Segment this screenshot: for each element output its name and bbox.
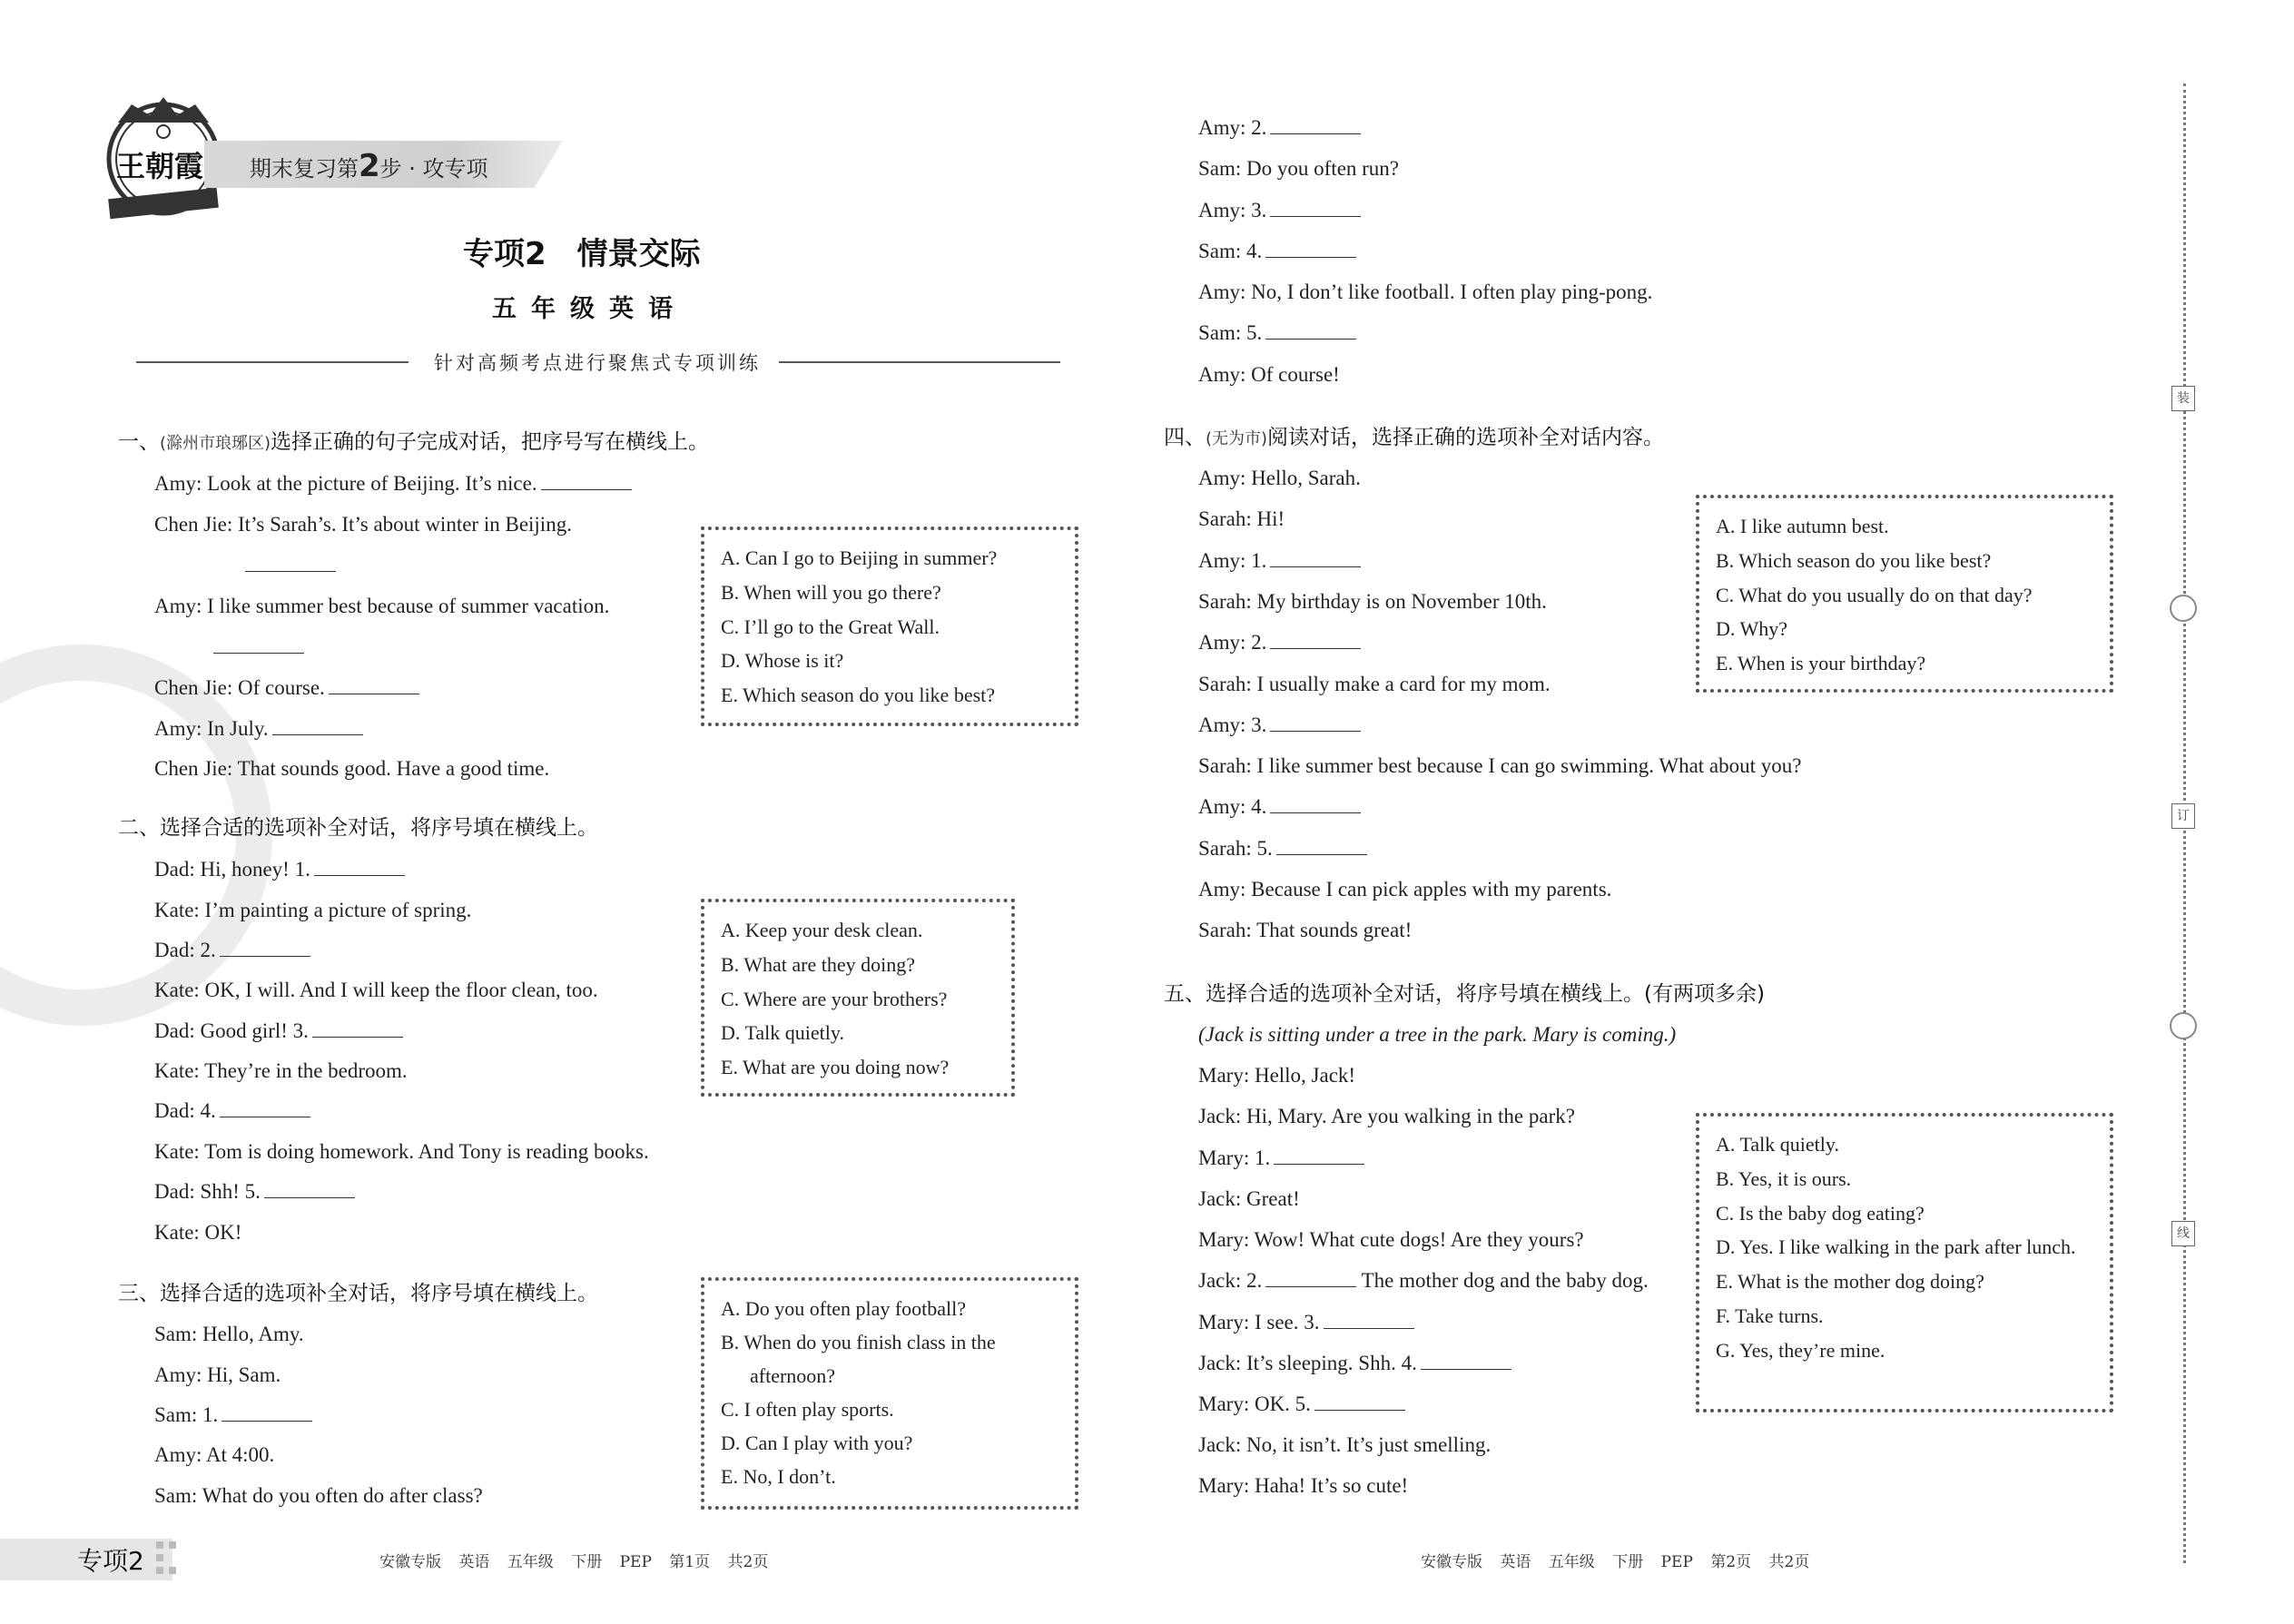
page-title: 专项2 情景交际: [463, 236, 701, 272]
s3-line: Amy: At 4:00.: [154, 1443, 275, 1466]
s5-line: Mary: OK. 5.: [1198, 1391, 1405, 1418]
s3-line: Sam: 1.: [154, 1402, 312, 1429]
binding-mark: 线: [2171, 1221, 2195, 1246]
s1-line: Amy: Look at the picture of Beijing. It’s nice.: [154, 470, 632, 497]
s3c-line: Amy: 3.: [1198, 197, 1361, 224]
s4-line: Sarah: I like summer best because I can go swimming. What about you?: [1198, 754, 1802, 777]
answer-blank[interactable]: [245, 555, 336, 572]
answer-blank[interactable]: [1324, 1312, 1414, 1329]
s5-line: Mary: Hello, Jack!: [1198, 1064, 1356, 1087]
section3-heading: 三、选择合适的选项补全对话，将序号填在横线上。: [118, 1282, 598, 1305]
s4-line: Sarah: I usually make a card for my mom.: [1198, 673, 1551, 695]
s3c-line: Amy: Of course!: [1198, 363, 1340, 386]
s2-line: Kate: OK!: [154, 1221, 242, 1244]
section2-heading: 二、选择合适的选项补全对话，将序号填在横线上。: [118, 816, 598, 840]
answer-blank[interactable]: [1265, 322, 1356, 340]
option: E. When is your birthday?: [1716, 652, 1926, 675]
option: A. Can I go to Beijing in summer?: [721, 546, 998, 569]
option: A. I like autumn best.: [1716, 515, 1889, 537]
s4-line: Sarah: That sounds great!: [1198, 919, 1413, 941]
s2-line: Dad: 4.: [154, 1097, 310, 1125]
s5-options-box: [1696, 1113, 2113, 1412]
option: C. What do you usually do on that day?: [1716, 583, 2033, 606]
answer-blank[interactable]: [329, 677, 419, 694]
footer-right: 安徽专版 英语 五年级 下册 PEP 第2页 共2页: [1421, 1553, 1810, 1571]
s1-options-box: [701, 527, 1078, 726]
answer-blank[interactable]: [1270, 550, 1361, 567]
option: E. What is the mother dog doing?: [1716, 1270, 1984, 1294]
s1-line: Chen Jie: It’s Sarah’s. It’s about winter in Beijing.: [154, 513, 572, 536]
s3c-line: Amy: 2.: [1198, 114, 1361, 142]
answer-blank[interactable]: [213, 636, 304, 654]
option: E. Which season do you like best?: [721, 684, 996, 707]
section4-heading: 四、(无为市)阅读对话，选择正确的选项补全对话内容。: [1164, 426, 1665, 449]
option: D. Why?: [1716, 617, 1788, 641]
answer-blank[interactable]: [541, 473, 632, 490]
option: A. Talk quietly.: [1716, 1133, 1839, 1156]
option: E. No, I don’t.: [721, 1465, 836, 1488]
s4-line: Amy: Because I can pick apples with my parents.: [1198, 878, 1612, 901]
s3-line: Sam: Hello, Amy.: [154, 1323, 304, 1345]
s4-line: Amy: 3.: [1198, 712, 1361, 739]
answer-blank[interactable]: [1276, 838, 1367, 855]
s2-line: Kate: Tom is doing homework. And Tony is reading books.: [154, 1140, 649, 1163]
s5-line: Mary: Haha! It’s so cute!: [1198, 1474, 1409, 1497]
answer-blank[interactable]: [1265, 241, 1356, 258]
s1-blank-line: [213, 634, 304, 661]
subtitle: 针对高频考点进行聚焦式专项训练: [434, 352, 761, 374]
s1-blank-line: [245, 552, 336, 579]
s5-scene: (Jack is sitting under a tree in the park. Mary is coming.): [1198, 1023, 1677, 1046]
answer-blank[interactable]: [314, 859, 405, 876]
option: A. Keep your desk clean.: [721, 919, 923, 941]
s4-line: Amy: Hello, Sarah.: [1198, 467, 1361, 489]
answer-blank[interactable]: [1270, 200, 1361, 217]
s3c-line: Sam: 4.: [1198, 238, 1356, 265]
answer-blank[interactable]: [1270, 117, 1361, 134]
footer-dots-icon: [156, 1541, 183, 1578]
s5-line: Mary: I see. 3.: [1198, 1309, 1414, 1336]
s3c-line: Amy: No, I don’t like football. I often play ping-pong.: [1198, 281, 1653, 303]
option: B. When will you go there?: [721, 580, 941, 604]
binding-mark: 装: [2171, 386, 2195, 411]
s3c-line: Sam: 5.: [1198, 320, 1356, 347]
s5-line: Jack: It’s sleeping. Shh. 4.: [1198, 1350, 1511, 1377]
option: B. Yes, it is ours.: [1716, 1166, 1852, 1190]
option: C. I’ll go to the Great Wall.: [721, 615, 940, 638]
answer-blank[interactable]: [264, 1181, 355, 1198]
answer-blank[interactable]: [1270, 796, 1361, 813]
footer-left: 安徽专版 英语 五年级 下册 PEP 第1页 共2页: [379, 1553, 769, 1571]
answer-blank[interactable]: [220, 1100, 310, 1117]
footer-tab-label: 专项2: [77, 1546, 144, 1576]
subtitle-rule-left: [136, 361, 409, 363]
s5-line: Mary: 1.: [1198, 1145, 1364, 1172]
option: B. Which season do you like best?: [1716, 548, 1992, 572]
s4-line: Sarah: 5.: [1198, 835, 1367, 862]
answer-blank[interactable]: [222, 1404, 312, 1422]
s3c-line: Sam: Do you often run?: [1198, 157, 1400, 180]
s3-line: Sam: What do you often do after class?: [154, 1484, 483, 1507]
answer-blank[interactable]: [220, 940, 310, 957]
option: B. What are they doing?: [721, 952, 916, 976]
binding-mark: 订: [2171, 803, 2195, 829]
s5-line: Mary: Wow! What cute dogs! Are they yours?: [1198, 1228, 1584, 1251]
s2-line: Dad: Shh! 5.: [154, 1178, 355, 1206]
s1-line: Amy: I like summer best because of summer vacation.: [154, 595, 610, 617]
s1-line: Chen Jie: That sounds good. Have a good time.: [154, 757, 550, 780]
s3-line: Amy: Hi, Sam.: [154, 1363, 281, 1386]
option: D. Can I play with you?: [721, 1432, 913, 1454]
subtitle-rule-right: [779, 361, 1060, 363]
section5-heading: 五、选择合适的选项补全对话，将序号填在横线上。(有两项多余): [1164, 982, 1765, 1006]
s2-line: Kate: I’m painting a picture of spring.: [154, 899, 472, 921]
s2-line: Kate: OK, I will. And I will keep the floor clean, too.: [154, 979, 598, 1001]
option: C. Is the baby dog eating?: [1716, 1201, 1925, 1225]
option: E. What are you doing now?: [721, 1056, 950, 1079]
answer-blank[interactable]: [1270, 714, 1361, 732]
option: D. Talk quietly.: [721, 1021, 844, 1045]
section1-heading: 一、(滁州市琅琊区)选择正确的句子完成对话，把序号写在横线上。: [118, 430, 710, 454]
answer-blank[interactable]: [312, 1020, 403, 1038]
option: G. Yes, they’re mine.: [1716, 1338, 1885, 1362]
s2-line: Dad: 2.: [154, 937, 310, 964]
answer-blank[interactable]: [1270, 632, 1361, 649]
answer-blank[interactable]: [1314, 1393, 1405, 1411]
option: D. Whose is it?: [721, 649, 844, 673]
s4-options-box: [1696, 495, 2113, 693]
s1-line: Amy: In July.: [154, 715, 363, 743]
s5-line: Jack: Great!: [1198, 1187, 1300, 1210]
option: F. Take turns.: [1716, 1304, 1824, 1327]
answer-blank[interactable]: [1265, 1270, 1356, 1287]
option: D. Yes. I like walking in the park after lunch.: [1716, 1235, 2076, 1259]
s4-line: Amy: 1.: [1198, 547, 1361, 575]
s2-line: Kate: They’re in the bedroom.: [154, 1059, 408, 1082]
answer-blank[interactable]: [1274, 1147, 1364, 1165]
s2-options-box: [701, 899, 1015, 1097]
s1-line: Chen Jie: Of course.: [154, 674, 419, 702]
option: B. When do you finish class in the afternoon?: [721, 1331, 996, 1387]
answer-blank[interactable]: [272, 718, 363, 735]
s4-line: Sarah: Hi!: [1198, 507, 1285, 530]
option: C. Where are your brothers?: [721, 987, 948, 1010]
s5-line: Jack: No, it isn’t. It’s just smelling.: [1198, 1433, 1492, 1456]
option: C. I often play sports.: [721, 1398, 894, 1421]
s4-line: Amy: 4.: [1198, 793, 1361, 821]
s5-line: Jack: 2. The mother dog and the baby dog.: [1198, 1269, 1649, 1292]
s4-line: Sarah: My birthday is on November 10th.: [1198, 590, 1547, 613]
s2-line: Dad: Good girl! 3.: [154, 1018, 403, 1045]
binding-hole-icon: [2170, 1012, 2197, 1039]
s5-line: Jack: Hi, Mary. Are you walking in the park?: [1198, 1105, 1575, 1127]
grade-title: 五年级英语: [492, 295, 687, 323]
binding-hole-icon: [2170, 595, 2197, 622]
s3-options-box: [701, 1277, 1078, 1510]
brand-name: 王朝霞: [116, 149, 204, 183]
option: A. Do you often play football?: [721, 1297, 967, 1320]
s2-line: Dad: Hi, honey! 1.: [154, 856, 405, 883]
answer-blank[interactable]: [1421, 1353, 1511, 1370]
header-banner-text: 期末复习第2步 · 攻专项: [250, 148, 488, 184]
s4-line: Amy: 2.: [1198, 629, 1361, 656]
